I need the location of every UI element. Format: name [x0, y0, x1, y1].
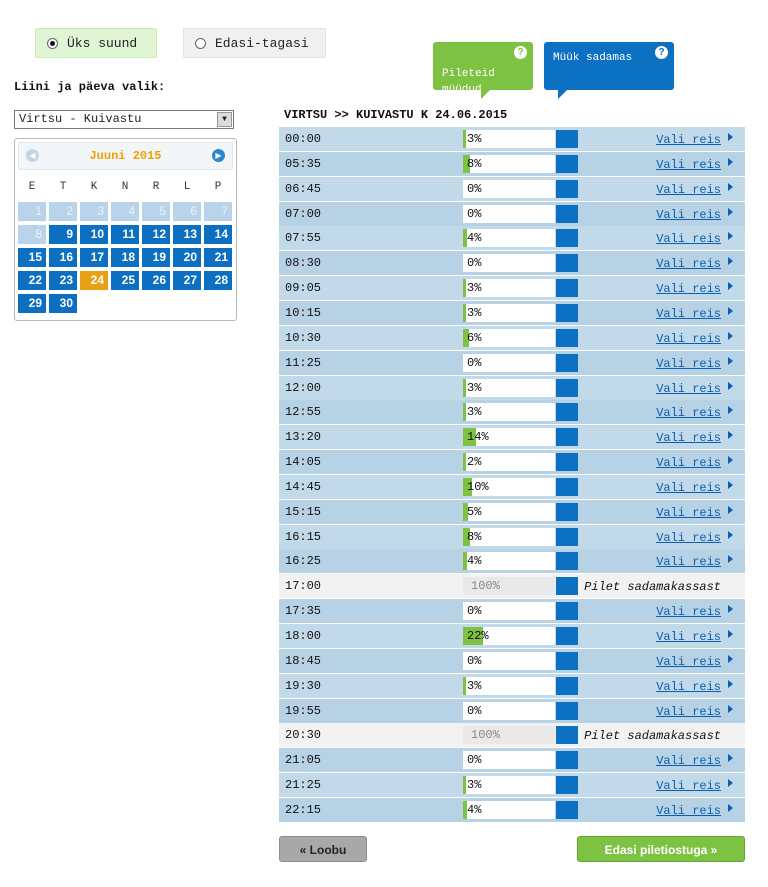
calendar-day[interactable]: 19 [142, 248, 170, 267]
calendar-day[interactable]: 16 [49, 248, 77, 267]
capacity-bar [463, 428, 555, 446]
departure-row [279, 226, 745, 250]
capacity-percent: 5% [467, 504, 482, 519]
arrow-right-icon[interactable] [728, 282, 733, 290]
departure-time: 19:55 [285, 703, 322, 718]
port-sale-indicator [556, 552, 578, 570]
calendar-month-title: Juuni 2015 [89, 149, 162, 163]
departure-time: 12:55 [285, 405, 322, 420]
calendar-day[interactable]: 20 [173, 248, 201, 267]
departure-time: 06:45 [285, 181, 322, 196]
weekday-header: L [183, 181, 191, 193]
departure-row [279, 301, 745, 325]
calendar-day[interactable]: 12 [142, 225, 170, 244]
select-trip-link[interactable]: Vali reis [656, 654, 721, 669]
capacity-percent: 0% [467, 206, 482, 221]
port-sale-indicator [556, 627, 578, 645]
capacity-bar [463, 329, 555, 347]
port-sale-indicator [556, 577, 578, 595]
capacity-bar [463, 229, 555, 247]
capacity-percent: 0% [467, 181, 482, 196]
capacity-fill [463, 130, 466, 148]
route-select-value: Virtsu - Kuivastu [19, 112, 142, 126]
capacity-percent: 10% [467, 479, 489, 494]
select-trip-link[interactable]: Vali reis [656, 803, 721, 818]
help-icon[interactable]: ? [514, 46, 527, 59]
port-sale-indicator [556, 354, 578, 372]
departure-row [279, 202, 745, 226]
departure-row [279, 376, 745, 400]
port-sale-indicator [556, 304, 578, 322]
calendar-day[interactable]: 22 [18, 271, 46, 290]
select-trip-link[interactable]: Vali reis [656, 232, 721, 247]
capacity-percent: 0% [467, 653, 482, 668]
port-sale-indicator [556, 726, 578, 744]
select-trip-link[interactable]: Vali reis [656, 456, 721, 471]
departure-row [279, 351, 745, 375]
arrow-right-icon[interactable] [728, 555, 733, 563]
departure-time: 20:30 [285, 728, 322, 743]
calendar-day[interactable]: 13 [173, 225, 201, 244]
departure-time: 17:00 [285, 579, 322, 594]
port-sale-indicator [556, 205, 578, 223]
port-sale-indicator [556, 751, 578, 769]
capacity-bar [463, 279, 555, 297]
arrow-right-icon[interactable] [728, 680, 733, 688]
arrow-right-icon[interactable] [728, 382, 733, 390]
departure-time: 07:00 [285, 206, 322, 221]
departure-time: 18:45 [285, 653, 322, 668]
calendar-day[interactable]: 29 [18, 294, 46, 313]
calendar-day[interactable]: 28 [204, 271, 232, 290]
capacity-bar [463, 130, 555, 148]
capacity-bar [463, 155, 555, 173]
departure-row [279, 798, 745, 822]
select-trip-link[interactable]: Vali reis [656, 505, 721, 520]
one-way-label: Üks suund [67, 35, 138, 51]
weekday-header: K [90, 181, 98, 193]
calendar-day[interactable]: 25 [111, 271, 139, 290]
arrow-right-icon[interactable] [728, 630, 733, 638]
calendar-day[interactable]: 15 [18, 248, 46, 267]
departure-row [279, 773, 745, 797]
capacity-fill [463, 403, 466, 421]
departure-time: 08:30 [285, 256, 322, 271]
arrow-right-icon[interactable] [728, 506, 733, 514]
capacity-bar [463, 528, 555, 546]
legend-sold-online [433, 42, 533, 96]
port-sale-indicator [556, 453, 578, 471]
calendar-day[interactable]: 23 [49, 271, 77, 290]
capacity-bar [463, 503, 555, 521]
capacity-percent: 3% [467, 305, 482, 320]
round-trip-option[interactable] [183, 28, 326, 58]
arrow-right-icon[interactable] [728, 531, 733, 539]
capacity-percent: 8% [467, 156, 482, 171]
arrow-right-icon[interactable] [728, 357, 733, 365]
select-trip-link[interactable]: Vali reis [656, 356, 721, 371]
port-sale-indicator [556, 602, 578, 620]
port-ticket-note: Pilet sadamakassast [584, 580, 721, 595]
departure-time: 09:05 [285, 281, 322, 296]
port-sale-indicator [556, 279, 578, 297]
calendar-day: 6 [173, 202, 201, 221]
capacity-bar [463, 304, 555, 322]
select-trip-link[interactable]: Vali reis [656, 182, 721, 197]
port-sale-indicator [556, 652, 578, 670]
capacity-bar [463, 478, 555, 496]
weekday-header: T [59, 181, 67, 193]
select-trip-link[interactable]: Vali reis [656, 530, 721, 545]
calendar-day[interactable]: 14 [204, 225, 232, 244]
departure-row [279, 549, 745, 573]
capacity-percent: 3% [467, 132, 482, 146]
departure-row [279, 152, 745, 176]
capacity-percent: 8% [467, 529, 482, 544]
departure-row [279, 326, 745, 350]
capacity-percent: 2% [467, 455, 482, 470]
capacity-fill [463, 279, 466, 297]
route-selector-label: Liini ja päeva valik: [14, 80, 166, 94]
departure-time: 10:30 [285, 330, 322, 345]
capacity-bar [463, 577, 555, 595]
arrow-right-icon[interactable] [728, 779, 733, 787]
departure-row [279, 699, 745, 723]
capacity-bar [463, 403, 555, 421]
departure-row [279, 674, 745, 698]
arrow-right-icon[interactable] [728, 232, 733, 240]
capacity-bar [463, 702, 555, 720]
port-sale-indicator [556, 130, 578, 148]
departure-time: 15:15 [285, 504, 322, 519]
arrow-right-icon[interactable] [728, 208, 733, 216]
calendar-day[interactable]: 18 [111, 248, 139, 267]
select-trip-link[interactable]: Vali reis [656, 704, 721, 719]
capacity-percent: 6% [467, 330, 482, 345]
legend-sold-at-port-label: Müük sadamas [553, 52, 633, 64]
calendar-day[interactable]: 26 [142, 271, 170, 290]
arrow-right-icon[interactable] [728, 754, 733, 762]
capacity-bar [463, 652, 555, 670]
select-trip-link[interactable]: Vali reis [656, 381, 721, 396]
select-trip-link[interactable]: Vali reis [656, 754, 721, 769]
port-sale-indicator [556, 677, 578, 695]
schedule-title: VIRTSU >> KUIVASTU K 24.06.2015 [284, 108, 508, 122]
capacity-percent: 3% [467, 778, 482, 793]
arrow-right-icon[interactable] [728, 257, 733, 265]
select-trip-link[interactable]: Vali reis [656, 779, 721, 794]
departure-time: 22:15 [285, 802, 322, 817]
capacity-fill [463, 677, 466, 695]
capacity-percent: 0% [467, 753, 482, 768]
calendar-day: 5 [142, 202, 170, 221]
select-trip-link[interactable]: Vali reis [656, 306, 721, 321]
calendar-day[interactable]: 9 [49, 225, 77, 244]
capacity-percent: 3% [467, 281, 482, 296]
calendar-day: 2 [49, 202, 77, 221]
departure-row [279, 748, 745, 772]
calendar-day-selected[interactable]: 24 [80, 271, 108, 290]
port-sale-indicator [556, 776, 578, 794]
departure-time: 12:00 [285, 380, 322, 395]
calendar-day: 7 [204, 202, 232, 221]
select-trip-link[interactable]: Vali reis [656, 133, 721, 147]
capacity-fill [463, 379, 466, 397]
arrow-right-icon[interactable] [728, 133, 733, 141]
chevron-right-icon[interactable]: ▶ [212, 149, 225, 162]
calendar-day[interactable]: 10 [80, 225, 108, 244]
port-sale-indicator [556, 503, 578, 521]
capacity-percent: 22% [467, 629, 489, 643]
capacity-fill [463, 304, 466, 322]
weekday-header: R [152, 181, 160, 193]
capacity-percent: 0% [467, 703, 482, 718]
arrow-right-icon[interactable] [728, 655, 733, 663]
arrow-right-icon[interactable] [728, 158, 733, 166]
select-trip-link[interactable]: Vali reis [656, 257, 721, 272]
departure-row [279, 500, 745, 524]
select-trip-link[interactable]: Vali reis [656, 679, 721, 694]
arrow-right-icon[interactable] [728, 332, 733, 340]
select-trip-link[interactable]: Vali reis [656, 431, 721, 446]
select-trip-link[interactable]: Vali reis [656, 630, 721, 644]
one-way-option[interactable] [35, 28, 157, 58]
capacity-bar [463, 453, 555, 471]
port-sale-indicator [556, 229, 578, 247]
calendar-day: 4 [111, 202, 139, 221]
weekday-header: E [28, 181, 36, 193]
capacity-percent: 100% [471, 579, 500, 594]
departure-time: 16:25 [285, 554, 322, 569]
capacity-bar [463, 677, 555, 695]
departure-time: 13:20 [285, 430, 322, 445]
arrow-right-icon[interactable] [728, 456, 733, 464]
capacity-bar [463, 379, 555, 397]
arrow-right-icon[interactable] [728, 307, 733, 315]
capacity-percent: 0% [467, 604, 482, 619]
calendar-header [18, 142, 233, 170]
departure-row [279, 276, 745, 300]
calendar-day[interactable]: 17 [80, 248, 108, 267]
arrow-right-icon[interactable] [728, 605, 733, 613]
capacity-bar [463, 776, 555, 794]
departure-time: 21:05 [285, 753, 322, 768]
departure-row [279, 127, 745, 151]
port-sale-indicator [556, 801, 578, 819]
capacity-bar [463, 602, 555, 620]
capacity-bar [463, 354, 555, 372]
arrow-right-icon[interactable] [728, 183, 733, 191]
port-sale-indicator [556, 528, 578, 546]
capacity-bar [463, 180, 555, 198]
calendar-day[interactable]: 21 [204, 248, 232, 267]
departure-row [279, 574, 745, 598]
arrow-right-icon[interactable] [728, 431, 733, 439]
arrow-right-icon[interactable] [728, 481, 733, 489]
port-sale-indicator [556, 379, 578, 397]
departure-row [279, 450, 745, 474]
select-trip-link[interactable]: Vali reis [656, 282, 721, 297]
departure-row [279, 425, 745, 449]
capacity-percent: 0% [467, 355, 482, 370]
calendar-day: 1 [18, 202, 46, 221]
chevron-left-icon[interactable]: ◀ [26, 149, 39, 162]
capacity-percent: 0% [467, 256, 482, 271]
departure-row [279, 525, 745, 549]
one-way-radio[interactable] [47, 38, 58, 49]
port-sale-indicator [556, 428, 578, 446]
departure-row [279, 400, 745, 424]
chevron-down-icon[interactable]: ▼ [217, 112, 232, 127]
port-sale-indicator [556, 403, 578, 421]
arrow-right-icon[interactable] [728, 705, 733, 713]
departure-time: 07:55 [285, 231, 322, 246]
departure-time: 00:00 [285, 132, 322, 146]
cancel-button[interactable]: « Loobu [279, 836, 367, 862]
help-icon[interactable]: ? [655, 46, 668, 59]
departure-time: 10:15 [285, 305, 322, 320]
calendar-day[interactable]: 27 [173, 271, 201, 290]
port-sale-indicator [556, 702, 578, 720]
departure-time: 14:45 [285, 479, 322, 494]
continue-purchase-button[interactable]: Edasi piletiostuga » [577, 836, 745, 862]
date-picker-calendar [14, 138, 237, 321]
departure-row [279, 723, 745, 747]
capacity-percent: 100% [471, 728, 500, 743]
arrow-right-icon[interactable] [728, 406, 733, 414]
departure-time: 16:15 [285, 529, 322, 544]
port-sale-indicator [556, 478, 578, 496]
weekday-header: P [214, 181, 222, 193]
capacity-bar [463, 552, 555, 570]
capacity-percent: 3% [467, 405, 482, 420]
departure-time: 18:00 [285, 629, 322, 643]
round-trip-label: Edasi-tagasi [215, 35, 309, 51]
select-trip-link[interactable]: Vali reis [656, 207, 721, 222]
select-trip-link[interactable]: Vali reis [656, 555, 721, 570]
departure-row [279, 475, 745, 499]
departure-row [279, 251, 745, 275]
legend-sold-at-port [544, 42, 674, 90]
capacity-bar [463, 751, 555, 769]
departure-row [279, 599, 745, 623]
select-trip-link[interactable]: Vali reis [656, 406, 721, 421]
select-trip-link[interactable]: Vali reis [656, 331, 721, 346]
arrow-right-icon[interactable] [728, 804, 733, 812]
port-sale-indicator [556, 254, 578, 272]
departure-row [279, 649, 745, 673]
port-sale-indicator [556, 155, 578, 173]
select-trip-link[interactable]: Vali reis [656, 157, 721, 172]
departure-time: 14:05 [285, 455, 322, 470]
route-select[interactable] [14, 110, 234, 129]
capacity-bar [463, 627, 555, 645]
calendar-day: 3 [80, 202, 108, 221]
departure-time: 21:25 [285, 778, 322, 793]
capacity-percent: 3% [467, 380, 482, 395]
capacity-bar [463, 801, 555, 819]
capacity-percent: 4% [467, 554, 482, 569]
capacity-fill [463, 453, 466, 471]
round-trip-radio[interactable] [195, 38, 206, 49]
departure-time: 11:25 [285, 355, 322, 370]
select-trip-link[interactable]: Vali reis [656, 605, 721, 620]
calendar-day: 8 [18, 225, 46, 244]
departure-time: 17:35 [285, 604, 322, 619]
capacity-fill [463, 776, 466, 794]
legend-sold-online-label: Pileteid müüdud [442, 68, 495, 96]
departure-row [279, 177, 745, 201]
select-trip-link[interactable]: Vali reis [656, 480, 721, 495]
capacity-percent: 4% [467, 802, 482, 817]
departure-time: 19:30 [285, 678, 322, 693]
capacity-percent: 4% [467, 231, 482, 246]
port-sale-indicator [556, 180, 578, 198]
calendar-day[interactable]: 30 [49, 294, 77, 313]
capacity-percent: 14% [467, 430, 489, 445]
departure-time: 05:35 [285, 156, 322, 171]
port-sale-indicator [556, 329, 578, 347]
capacity-bar [463, 205, 555, 223]
capacity-bar [463, 254, 555, 272]
calendar-day[interactable]: 11 [111, 225, 139, 244]
capacity-percent: 3% [467, 678, 482, 693]
weekday-header: N [121, 181, 129, 193]
departure-row [279, 624, 745, 648]
port-ticket-note: Pilet sadamakassast [584, 729, 721, 744]
capacity-bar [463, 726, 555, 744]
